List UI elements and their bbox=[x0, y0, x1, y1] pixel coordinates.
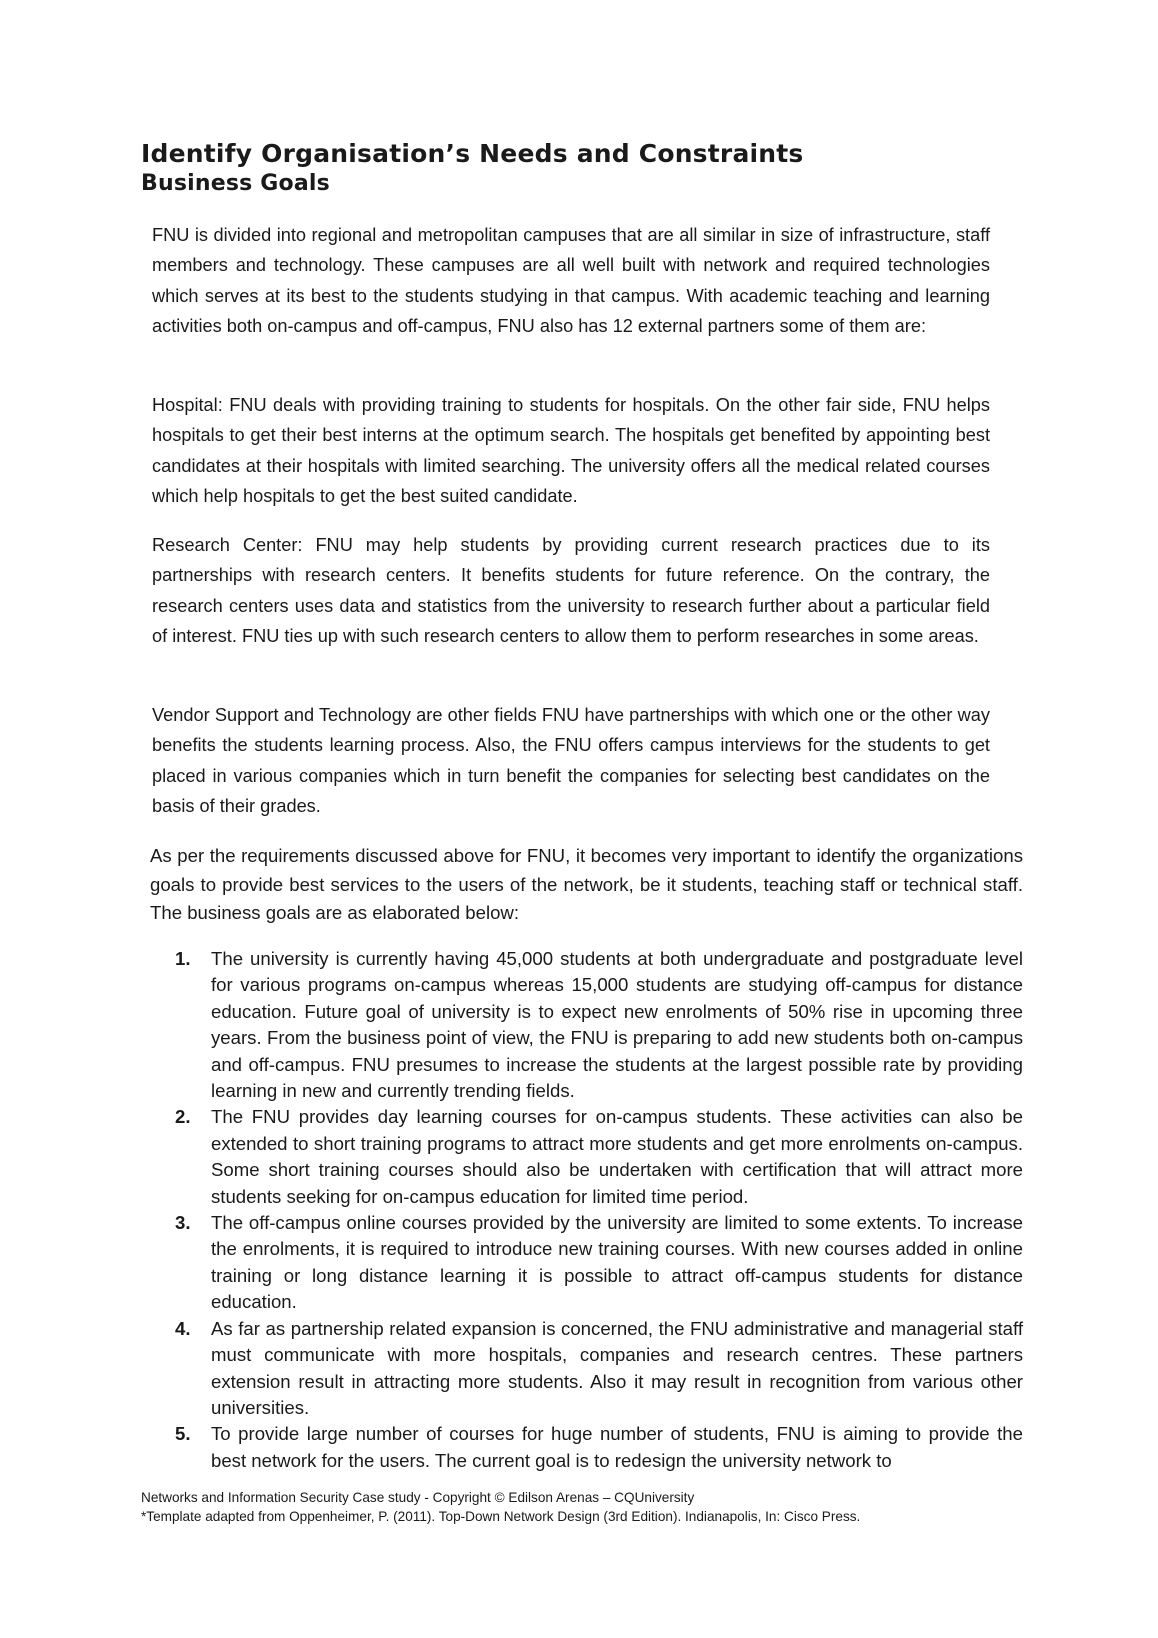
list-item-number: 2. bbox=[175, 1106, 191, 1128]
list-item bbox=[170, 1421, 1023, 1474]
list-item bbox=[170, 1316, 1023, 1422]
list-item bbox=[170, 946, 1023, 1104]
section-title: Business Goals bbox=[141, 171, 330, 196]
list-item-text: The FNU provides day learning courses for on-campus students. These activities can also be extended to short training programs to attract more students and get more enrolments on-campus. Some short training courses should also be undertaken with certification that will attract more students seeking for on-campus education for limited time period. bbox=[211, 1106, 1023, 1207]
list-item-text: The university is currently having 45,000 students at both undergraduate and postgraduate level for various programs on-campus whereas 15,000 students are studying off-campus for distance education. Future goal of university is to expect new enrolments of 50% rise in upcoming three years. From the business point of view, the FNU is preparing to add new students both on-campus and off-campus. FNU presumes to increase the students at the largest possible rate by providing learning in new and currently trending fields. bbox=[211, 948, 1023, 1102]
footer-template-note: *Template adapted from Oppenheimer, P. (2011). Top-Down Network Design (3rd Edition). Indianapolis, In: Cisco Press. bbox=[141, 1509, 861, 1524]
business-goals-list bbox=[170, 946, 1023, 1474]
paragraph-vendor-support: Vendor Support and Technology are other fields FNU have partnerships with which one or the other way benefits the students learning process. Also, the FNU offers campus interviews for the students to get placed in various companies which in turn benefit the companies for selecting best candidates on the basis of their grades. bbox=[152, 705, 990, 817]
list-item-text: To provide large number of courses for huge number of students, FNU is aiming to provide the best network for the users. The current goal is to redesign the university network to bbox=[211, 1423, 1023, 1471]
list-item-number: 3. bbox=[175, 1212, 191, 1234]
list-item bbox=[170, 1210, 1023, 1316]
paragraph-goals-intro: As per the requirements discussed above for FNU, it becomes very important to identify the organizations goals to provide best services to the users of the network, be it students, teaching staff or technical staff. The business goals are as elaborated below: bbox=[150, 845, 1023, 923]
heading-block bbox=[141, 138, 1041, 199]
list-item-number: 4. bbox=[175, 1317, 191, 1339]
footer-copyright: Networks and Information Security Case study - Copyright © Edilson Arenas – CQUniversity bbox=[141, 1490, 695, 1505]
list-item-text: As far as partnership related expansion is concerned, the FNU administrative and managerial staff must communicate with more hospitals, companies and research centres. These partners extension result in attracting more students. Also it may result in recognition from various other universities. bbox=[211, 1317, 1023, 1418]
page-title: Identify Organisation’s Needs and Constraints bbox=[141, 139, 804, 168]
paragraph-hospital: Hospital: FNU deals with providing training to students for hospitals. On the other fair side, FNU helps hospitals to get their best interns at the optimum search. The hospitals get benefited by appointing best candidates at their hospitals with limited searching. The university offers all the medical related courses which help hospitals to get the best suited candidate. bbox=[152, 395, 990, 507]
list-item bbox=[170, 1104, 1023, 1210]
paragraph-campuses: FNU is divided into regional and metropolitan campuses that are all similar in size of infrastructure, staff members and technology. These campuses are all well built with network and required technologies which serves at its best to the students studying in that campus. With academic teaching and learning activities both on-campus and off-campus, FNU also has 12 external partners some of them are: bbox=[152, 225, 990, 337]
list-item-text: The off-campus online courses provided by the university are limited to some extents. To increase the enrolments, it is required to introduce new training courses. With new courses added in online training or long distance learning it is possible to attract off-campus students for distance education. bbox=[211, 1212, 1023, 1313]
page-footer bbox=[141, 1488, 1041, 1526]
paragraph-research-center: Research Center: FNU may help students by providing current research practices due to its partnerships with research centers. It benefits students for future reference. On the contrary, the research centers uses data and statistics from the university to research further about a particular field of interest. FNU ties up with such research centers to allow them to perform researches in some areas. bbox=[152, 535, 990, 647]
list-item-number: 1. bbox=[175, 948, 191, 969]
list-item-number: 5. bbox=[175, 1423, 191, 1445]
